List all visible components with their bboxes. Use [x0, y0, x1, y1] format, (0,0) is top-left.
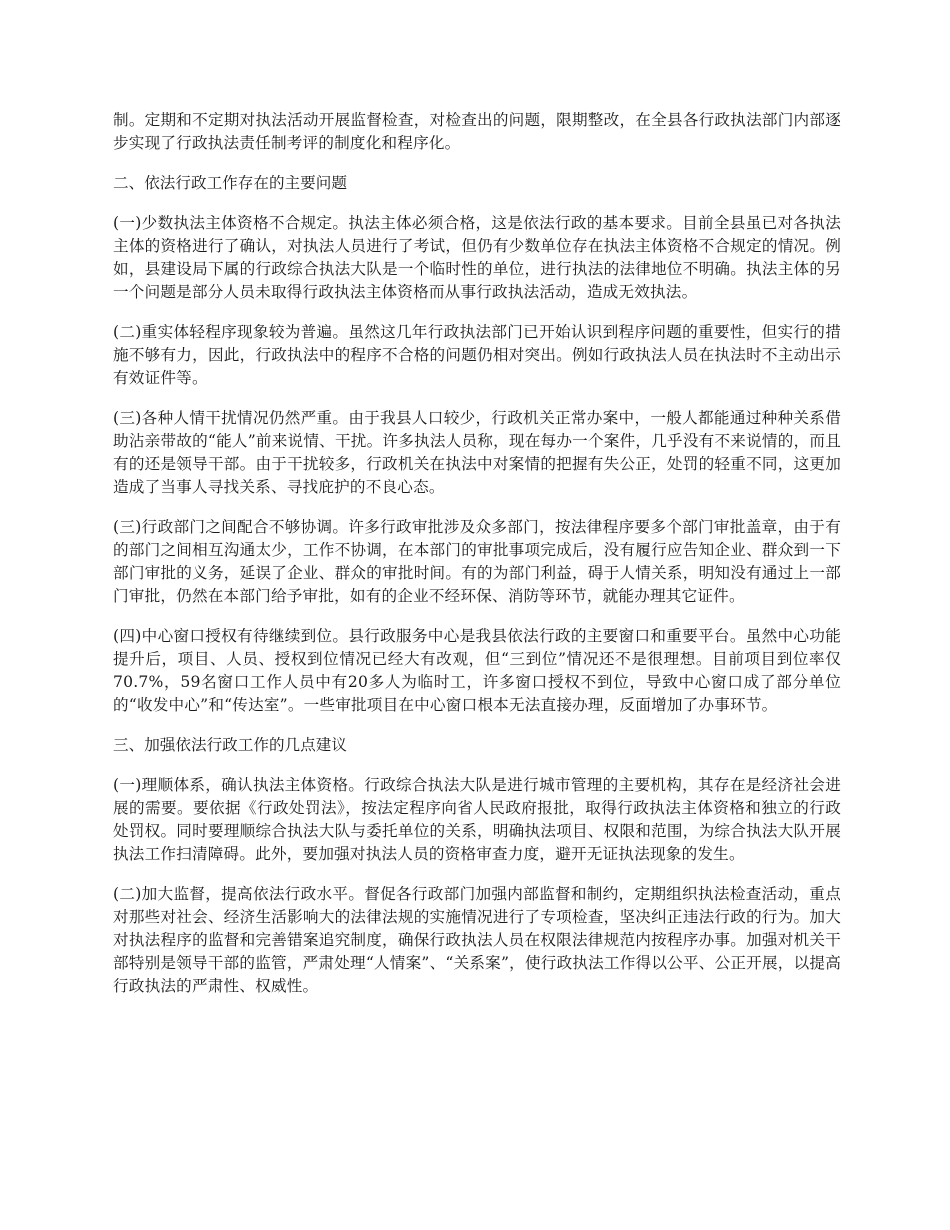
section-heading-3: 三、加强依法行政工作的几点建议	[113, 736, 347, 754]
paragraph-issue-3: (三)各种人情干扰情况仍然严重。由于我县人口较少，行政机关正常办案中，一般人都能通过种种关系借助沾亲带故的“能人”前来说情、干扰。许多执法人员称，现在每办一个案件，几乎没有不来说情的，而且有的还是领导干部。由于干扰较多，行政机关在执法中对案情的把握有失公正，处罚的轻重不同，这更加造成了当事人寻找关系、寻找庇护的不良心态。	[113, 409, 841, 496]
paragraph-issue-3b: (三)行政部门之间配合不够协调。许多行政审批涉及众多部门，按法律程序要多个部门审批盖章，由于有的部门之间相互沟通太少，工作不协调，在本部门的审批事项完成后，没有履行应告知企业、群众到一下部门审批的义务，延误了企业、群众的审批时间。有的为部门利益，碍于人情关系，明知没有通过上一部门审批，仍然在本部门给予审批，如有的企业不经环保、消防等环节，就能办理其它证件。	[113, 518, 841, 605]
paragraph-issue-1: (一)少数执法主体资格不合规定。执法主体必须合格，这是依法行政的基本要求。目前全县虽已对各执法主体的资格进行了确认，对执法人员进行了考试，但仍有少数单位存在执法主体资格不合规定的情况。例如，县建设局下属的行政综合执法大队是一个临时性的单位，进行执法的法律地位不明确。执法主体的另一个问题是部分人员未取得行政执法主体资格而从事行政执法活动，造成无效执法。	[113, 214, 841, 301]
paragraph-issue-4: (四)中心窗口授权有待继续到位。县行政服务中心是我县依法行政的主要窗口和重要平台。虽然中心功能提升后，项目、人员、授权到位情况已经大有改观，但“三到位”情况还不是很理想。目前项目到位率仅70.7%，59名窗口工作人员中有20多人为临时工，许多窗口授权不到位，导致中心窗口成了部分单位的“收发中心”和“传达室”。一些审批项目在中心窗口根本无法直接办理，反面增加了办事环节。	[113, 627, 841, 714]
paragraph-suggestion-1: (一)理顺体系，确认执法主体资格。行政综合执法大队是进行城市管理的主要机构，其存在是经济社会进展的需要。要依据《行政处罚法》，按法定程序向省人民政府报批，取得行政执法主体资格和独立的行政处罚权。同时要理顺综合执法大队与委托单位的关系，明确执法项目、权限和范围，为综合执法大队开展执法工作扫清障碍。此外，要加强对执法人员的资格审查力度，避开无证执法现象的发生。	[113, 776, 841, 863]
document-page	[113, 109, 841, 1015]
paragraph-intro: 制。定期和不定期对执法活动开展监督检查，对检查出的问题，限期整改，在全县各行政执法部门内部逐步实现了行政执法责任制考评的制度化和程序化。	[113, 111, 841, 152]
paragraph-suggestion-2: (二)加大监督，提高依法行政水平。督促各行政部门加强内部监督和制约，定期组织执法检查活动，重点对那些对社会、经济生活影响大的法律法规的实施情况进行了专项检查，坚决纠正违法行政的行为。加大对执法程序的监督和完善错案追究制度，确保行政执法人员在权限法律规范内按程序办事。加强对机关干部特别是领导干部的监管，严肃处理“人情案”、“关系案”，使行政执法工作得以公平、公正开展，以提高行政执法的严肃性、权威性。	[113, 885, 841, 995]
paragraph-issue-2: (二)重实体轻程序现象较为普遍。虽然这几年行政执法部门已开始认识到程序问题的重要性，但实行的措施不够有力，因此，行政执法中的程序不合格的问题仍相对突出。例如行政执法人员在执法时不主动出示有效证件等。	[113, 323, 841, 387]
section-heading-2: 二、依法行政工作存在的主要问题	[113, 174, 347, 192]
